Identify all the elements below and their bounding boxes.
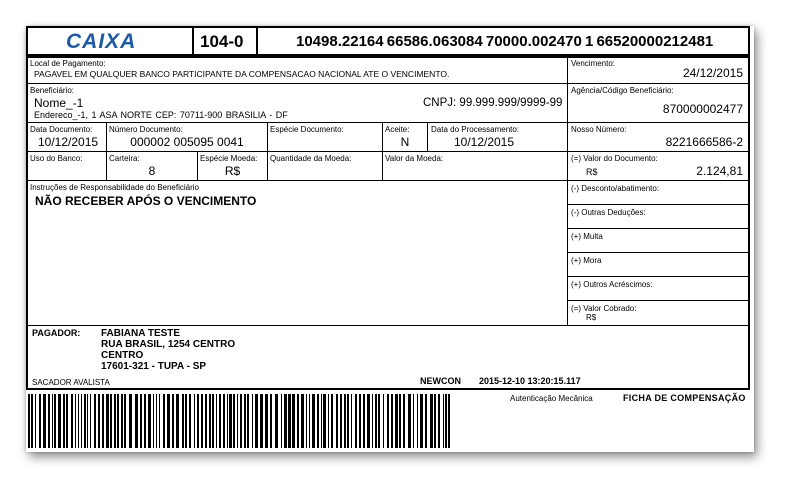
beneficiario-name: Nome_-1 bbox=[34, 96, 84, 110]
data-processamento-value: 10/12/2015 bbox=[453, 135, 515, 149]
pagador-district: CENTRO bbox=[101, 350, 144, 361]
mora-label: (+) Mora bbox=[571, 256, 602, 265]
newcon-label: NEWCON bbox=[420, 376, 461, 386]
valor-documento-value: 2.124,81 bbox=[696, 164, 743, 178]
beneficiario-cnpj: CNPJ: 99.999.999/9999-99 bbox=[423, 97, 563, 109]
data-processamento-label: Data do Processamento: bbox=[431, 125, 520, 134]
nosso-numero-label: Nosso Número: bbox=[571, 125, 627, 134]
nosso-numero-value: 8221666586-2 bbox=[665, 135, 743, 149]
multa-label: (+) Multa bbox=[571, 232, 603, 241]
outros-acrescimos-label: (+) Outros Acréscimos: bbox=[571, 280, 653, 289]
especie-moeda-value: R$ bbox=[224, 164, 241, 178]
vencimento-label: Vencimento: bbox=[571, 59, 616, 68]
pagador-street: RUA BRASIL, 1254 CENTRO bbox=[101, 339, 236, 350]
ficha-compensacao-label: FICHA DE COMPENSAÇÃO bbox=[623, 393, 746, 403]
sacador-label: SACADOR AVALISTA bbox=[32, 378, 110, 387]
valor-cobrado-label: (=) Valor Cobrado: bbox=[571, 304, 637, 313]
autenticacao-label: Autenticação Mecânica bbox=[510, 394, 593, 403]
instrucoes-label: Instruções de Responsabilidade do Beneficiário bbox=[30, 183, 199, 192]
valor-documento-label: (=) Valor do Documento: bbox=[571, 154, 658, 163]
timestamp: 2015-12-10 13:20:15.117 bbox=[479, 376, 581, 386]
numero-documento-label: Número Documento: bbox=[109, 125, 183, 134]
aceite-label: Aceite: bbox=[385, 125, 410, 134]
instrucoes-text: NÃO RECEBER APÓS O VENCIMENTO bbox=[35, 194, 257, 208]
agencia-value: 870000002477 bbox=[662, 102, 743, 116]
valor-cobrado-currency: R$ bbox=[586, 313, 597, 322]
digitable-line: 10498.22164 66586.063084 70000.002470 1 66520000212481 bbox=[296, 33, 714, 50]
local-pagamento-label: Local de Pagamento: bbox=[30, 59, 106, 68]
valor-documento-currency: R$ bbox=[586, 167, 598, 177]
pagador-name: FABIANA TESTE bbox=[101, 328, 181, 339]
barcode bbox=[28, 394, 450, 448]
vencimento-value: 24/12/2015 bbox=[682, 66, 743, 80]
pagador-label: PAGADOR: bbox=[32, 328, 81, 338]
desconto-label: (-) Desconto/abatimento: bbox=[571, 184, 660, 193]
agencia-label: Agência/Código Beneficiário: bbox=[571, 86, 674, 95]
carteira-label: Carteira: bbox=[109, 154, 140, 163]
data-documento-label: Data Documento: bbox=[30, 125, 93, 134]
data-documento-value: 10/12/2015 bbox=[38, 135, 99, 149]
beneficiario-address: Endereco_-1, 1 ASA NORTE CEP: 70711-900 BRASILIA - DF bbox=[34, 110, 288, 120]
pagador-city: 17601-321 - TUPA - SP bbox=[101, 361, 207, 372]
carteira-value: 8 bbox=[148, 164, 156, 178]
numero-documento-value: 000002 005095 0041 bbox=[130, 135, 244, 149]
local-pagamento-value: PAGAVEL EM QUALQUER BANCO PARTICIPANTE DA COMPENSACAO NACIONAL ATE O VENCIMENTO. bbox=[34, 69, 450, 79]
valor-moeda-label: Valor da Moeda: bbox=[385, 154, 444, 163]
beneficiario-label: Beneficiário: bbox=[30, 86, 75, 95]
uso-banco-label: Uso do Banco: bbox=[30, 154, 83, 163]
especie-moeda-label: Espécie Moeda: bbox=[200, 154, 258, 163]
caixa-logo: CAIXA bbox=[66, 30, 137, 53]
aceite-value: N bbox=[400, 135, 410, 149]
especie-documento-label: Espécie Documento: bbox=[270, 125, 344, 134]
boleto-sheet bbox=[26, 26, 754, 452]
quantidade-moeda-label: Quantidade da Moeda: bbox=[270, 154, 352, 163]
outras-deducoes-label: (-) Outras Deduções: bbox=[571, 208, 646, 217]
bank-code: 104-0 bbox=[200, 32, 244, 51]
